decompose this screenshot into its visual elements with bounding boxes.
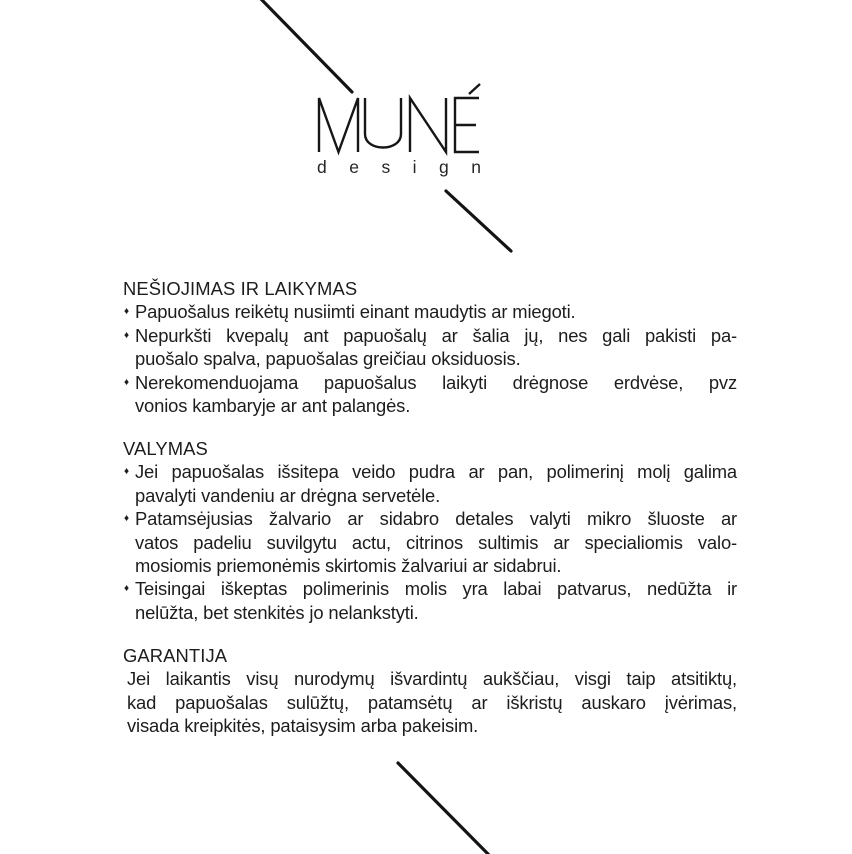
- logo-letter-e: [455, 98, 479, 152]
- logo-subtitle: [317, 157, 481, 178]
- diamond-bullet-icon: ♦: [124, 306, 129, 318]
- logo-accent-acute: [469, 84, 480, 94]
- text-line: pavalyti vandeniu ar drėgna servetėle.: [135, 484, 441, 506]
- bullet-item: [123, 324, 737, 371]
- bullet-item: [123, 300, 737, 323]
- text-line: Papuošalus reikėtų nusiimti einant maudytis ar miegoti.: [135, 301, 576, 323]
- brand-logo-mune-icon: [315, 82, 483, 156]
- text-line: mosiomis priemonėmis skirtomis žalvariui ar sidabrui.: [135, 554, 562, 576]
- section: [123, 277, 737, 417]
- logo-subtitle-letter: n: [471, 157, 481, 177]
- text-line: vonios kambaryje ar ant palangės.: [135, 395, 411, 417]
- text-line: Jei laikantis visų nurodymų išvardintų aukščiau, visgi taip atsitiktų,: [127, 668, 737, 690]
- diamond-bullet-icon: ♦: [124, 376, 129, 388]
- logo-subtitle-letter: s: [381, 157, 391, 177]
- text-line: Nerekomenduojama papuošalus laikyti drėgnose erdvėse, pvz: [135, 371, 737, 393]
- text-line: Nepurkšti kvepalų ant papuošalų ar šalia jų, nes gali pakisti pa-: [135, 324, 737, 346]
- diamond-bullet-icon: ♦: [124, 466, 129, 478]
- logo-subtitle-letter: i: [412, 157, 417, 177]
- text-line: Teisingai iškeptas polimerinis molis yra labai patvarus, nedūžta ir: [135, 578, 737, 600]
- text-line: Patamsėjusias žalvario ar sidabro detales valyti mikro šluoste ar: [135, 508, 737, 530]
- logo-subtitle-letter: g: [439, 157, 449, 177]
- text-line: vatos padeliu suvilgytu actu, citrinos sultimis ar specialiomis valo-: [135, 531, 737, 553]
- text-line: visada kreipkitės, pataisysim arba pakeisim.: [127, 714, 479, 736]
- bullet-item: [123, 460, 737, 507]
- section: [123, 644, 737, 738]
- bullet-item: [123, 371, 737, 418]
- section-heading: VALYMAS: [123, 437, 208, 459]
- care-instructions: [123, 277, 737, 757]
- diagonal-line-bottom: [398, 763, 491, 854]
- paragraph: [123, 667, 737, 737]
- text-line: Jei papuošalas išsitepa veido pudra ar pan, polimerinį molį galima: [135, 461, 737, 483]
- diagonal-line-top: [260, 0, 352, 92]
- text-line: puošalo spalva, papuošalas greičiau oksiduosis.: [135, 348, 521, 370]
- bullet-item: [123, 577, 737, 624]
- section-heading: NEŠIOJIMAS IR LAIKYMAS: [123, 278, 358, 299]
- diamond-bullet-icon: ♦: [124, 513, 129, 525]
- section-heading: GARANTIJA: [123, 644, 228, 666]
- text-line: nelūžta, bet stenkitės jo nelankstyti.: [135, 601, 419, 623]
- logo-letter-m: [319, 98, 358, 152]
- logo-subtitle-letter: d: [317, 157, 327, 177]
- logo-subtitle-letter: e: [349, 157, 359, 177]
- text-line: kad papuošalas sulūžtų, patamsėtų ar iškristų auskaro įvėrimas,: [127, 691, 737, 713]
- logo-letter-u: [365, 98, 401, 148]
- bullet-item: [123, 507, 737, 577]
- diamond-bullet-icon: ♦: [124, 583, 129, 595]
- section: [123, 437, 737, 624]
- diamond-bullet-icon: ♦: [124, 329, 129, 341]
- diagonal-line-middle: [446, 191, 511, 251]
- logo-letter-n: [410, 98, 446, 152]
